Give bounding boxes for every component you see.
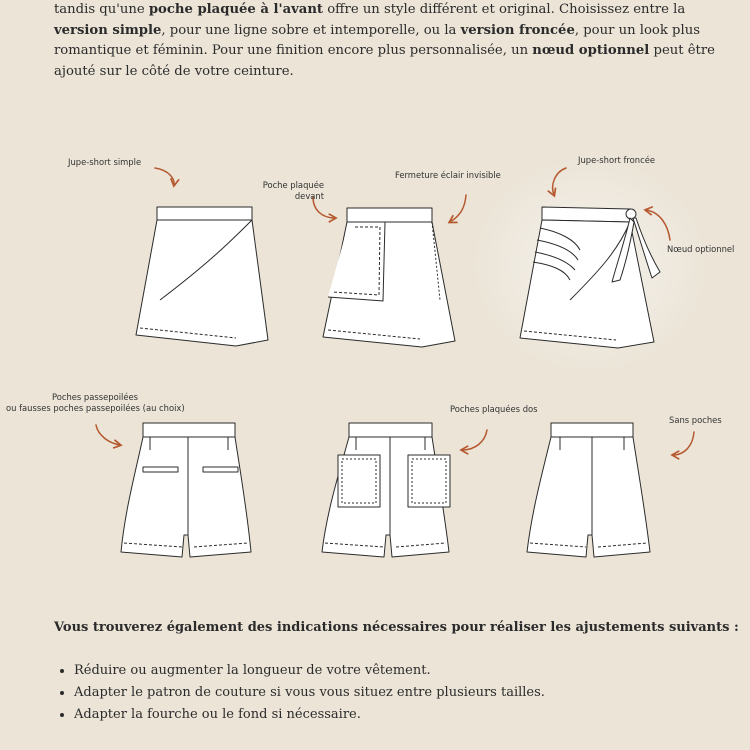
label-optional-bow: Nœud optionnel: [667, 244, 735, 254]
intro-text-3: , pour une ligne sobre et intemporelle, ou la: [161, 22, 461, 38]
skort-gathered-drawing: [520, 207, 660, 348]
intro-bold-gathered-version: version froncée: [460, 22, 575, 38]
arrow-simple: [155, 168, 174, 185]
intro-bold-optional-bow: nœud optionnel: [532, 43, 650, 58]
skort-simple-drawing: [136, 207, 268, 346]
label-skort-gathered: Jupe-short froncée: [578, 155, 656, 165]
label-front-pocket-line1: Poche plaquée: [262, 180, 324, 190]
label-welt-pockets: [6, 392, 184, 414]
adjustments-list: [54, 660, 545, 726]
intro-text-4: , pour un look plus romantique et féminin. Pour une finition encore plus personnalisée, un: [54, 22, 700, 58]
arrow-welt: [96, 425, 120, 445]
list-item: • Adapter la fourche ou le fond si nécessaire.: [74, 704, 545, 726]
label-front-pocket: [250, 180, 324, 202]
shorts-back-pockets-drawing: [322, 423, 450, 557]
arrow-zipper: [450, 195, 466, 222]
label-skort-simple: Jupe-short simple: [68, 157, 142, 167]
arrow-no-pockets: [673, 432, 694, 455]
shorts-welt-pockets-drawing: [121, 423, 251, 557]
shorts-no-pockets-drawing: [527, 423, 650, 557]
intro-bold-simple-version: version simple: [54, 22, 162, 38]
intro-text-2: offre un style différent et original. Choisissez entre la: [323, 2, 686, 17]
label-front-pocket-line2: devant: [294, 191, 324, 201]
label-welt-pockets-line1: Poches passepoilées: [51, 392, 139, 402]
arrow-back-pockets: [462, 430, 487, 450]
list-item: • Réduire ou augmenter la longueur de votre vêtement.: [74, 660, 545, 682]
list-item: • Adapter le patron de couture si vous vous situez entre plusieurs tailles.: [74, 682, 545, 704]
intro-text-1: tandis qu'une: [54, 2, 149, 17]
intro-bold-front-pocket: poche plaquée à l'avant: [148, 2, 324, 17]
label-invisible-zipper: Fermeture éclair invisible: [395, 170, 501, 180]
skort-front-pocket-drawing: [323, 208, 455, 347]
label-no-pockets: Sans poches: [669, 415, 722, 425]
adjustments-heading: Vous trouverez également des indications nécessaires pour réaliser les ajustements suivants :: [54, 620, 739, 635]
intro-text-5: peut être ajouté sur le côté de votre ceinture.: [54, 43, 715, 79]
label-welt-pockets-line2: ou fausses poches passepoilées (au choix): [6, 403, 185, 413]
label-back-pockets: Poches plaquées dos: [450, 404, 538, 414]
